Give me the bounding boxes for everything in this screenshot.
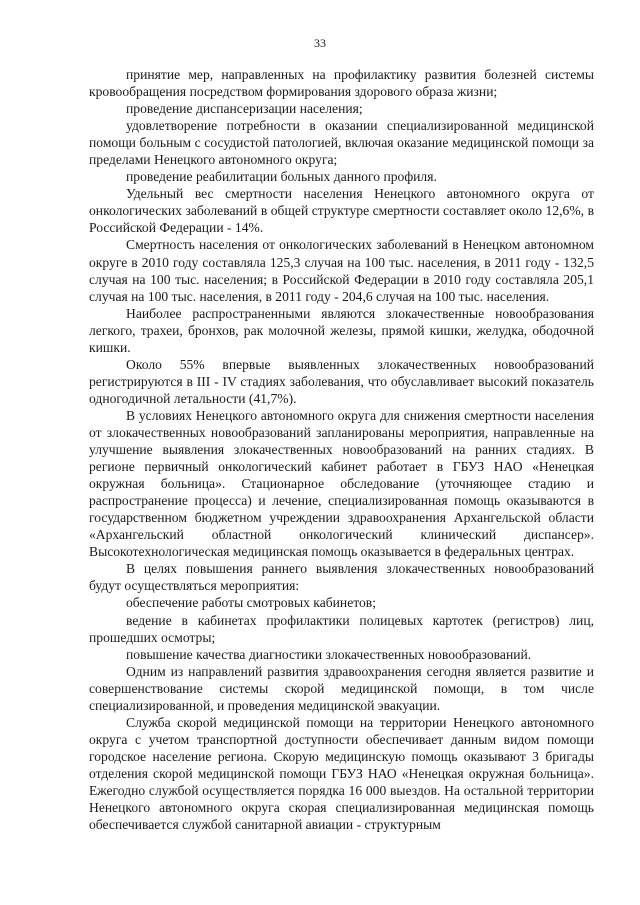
paragraph-13: повышение качества диагностики злокачественных новообразований. bbox=[126, 646, 532, 662]
paragraph-6: Смертность населения от онкологических заболеваний в Ненецком автономном округе в 2010 году составляла 125,3 случая на 100 тыс. населения, в 2011 году - 132,5 случая на 100 тыс. населения; в Российской Федерации в 2010 году составляла 205,1 случая на 100 тыс. населения, в 2011 году - 204,6 случая на 100 тыс. населения. bbox=[89, 237, 594, 304]
paragraph-12: ведение в кабинетах профилактики полицевых картотек (регистров) лиц, прошедших осмотры; bbox=[89, 612, 594, 645]
paragraph-9: В условиях Ненецкого автономного округа для снижения смертности населения от злокачественных новообразований запланированы мероприятия, направленные на улучшение выявления злокачественных новообразований на ранних стадиях. В регионе первичный онкологический кабинет работает в ГБУЗ НАО «Ненецкая окружная больница». Стационарное обследование (уточняющее стадию и распространение процесса) и лечение, специализированная помощь оказываются в государственном бюджетном учреждении здравоохранения Архангельской области «Архангельский областной онкологический клинический диспансер». Высокотехнологическая медицинская помощь оказывается в федеральных центрах. bbox=[89, 407, 594, 560]
body-text bbox=[89, 66, 594, 833]
paragraph-15: Служба скорой медицинской помощи на территории Ненецкого автономного округа с учетом транспортной доступности обеспечивает данным видом помощи городское население региона. Скорую медицинскую помощь оказывают 3 бригады отделения скорой медицинской помощи ГБУЗ НАО «Ненецкая окружная больница». Ежегодно службой осуществляется порядка 16 000 выездов. На остальной территории Ненецкого автономного округа скорая специализированная медицинская помощь обеспечивается службой санитарной авиации - структурным bbox=[89, 714, 594, 833]
paragraph-10: В целях повышения раннего выявления злокачественных новообразований будут осуществляться мероприятия: bbox=[89, 561, 594, 594]
paragraph-2: проведение диспансеризации населения; bbox=[126, 101, 363, 117]
paragraph-8: Около 55% впервые выявленных злокачественных новообразований регистрируются в III - IV стадиях заболевания, что обуславливает высокий показатель одногодичной летальности (41,7%). bbox=[89, 356, 594, 406]
paragraph-11: обеспечение работы смотровых кабинетов; bbox=[126, 595, 376, 611]
paragraph-14: Одним из направлений развития здравоохранения сегодня является развитие и совершенствование системы скорой медицинской помощи, в том числе специализированной, и проведения медицинской эвакуации. bbox=[89, 663, 594, 713]
paragraph-4: проведение реабилитации больных данного профиля. bbox=[126, 169, 437, 185]
paragraph-3: удовлетворение потребности в оказании специализированной медицинской помощи больным с сосудистой патологией, включая оказание медицинской помощи за пределами Ненецкого автономного округа; bbox=[89, 118, 594, 168]
paragraph-7: Наиболее распространенными являются злокачественные новообразования легкого, трахеи, бронхов, рак молочной железы, прямой кишки, желудка, ободочной кишки. bbox=[89, 305, 594, 355]
paragraph-5: Удельный вес смертности населения Ненецкого автономного округа от онкологических заболеваний в общей структуре смертности составляет около 12,6%, в Российской Федерации - 14%. bbox=[89, 186, 594, 236]
page-number: 33 bbox=[314, 36, 326, 50]
paragraph-1: принятие мер, направленных на профилактику развития болезней системы кровообращения посредством формирования здорового образа жизни; bbox=[89, 67, 594, 100]
